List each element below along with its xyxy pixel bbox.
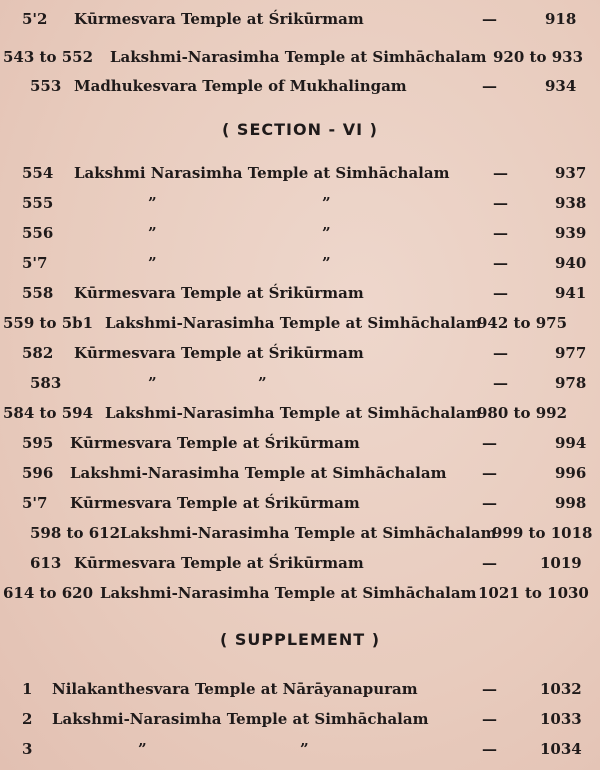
entry-title: Kūrmesvara Temple at Śrikūrmam [70,434,360,452]
toc-row [0,460,600,486]
entry-page: 994 [555,434,587,452]
entry-page: 980 to 992 [477,404,567,422]
entry-number: 583 [30,374,62,392]
entry-page: 977 [555,344,587,362]
entry-number: 584 to 594 [3,404,93,422]
entry-title: Kūrmesvara Temple at Śrikūrmam [74,344,364,362]
entry-number: 5'2 [22,10,48,28]
entry-page: 942 to 975 [477,314,567,332]
entry-page: 999 to 1018 [492,524,593,542]
toc-row [0,736,600,762]
ditto-mark: ” [322,254,331,272]
toc-row [0,160,600,186]
entry-dash: — [482,10,497,28]
entry-title: Lakshmi-Narasimha Temple at Simhāchalam [70,464,447,482]
entry-page: 1034 [540,740,582,758]
entry-number: 556 [22,224,54,242]
entry-page: 941 [555,284,587,302]
entry-number: 5'7 [22,494,48,512]
entry-dash: — [482,494,497,512]
entry-number: 596 [22,464,54,482]
entry-number: 582 [22,344,54,362]
entry-title: Lakshmi-Narasimha Temple at Simhāchalam [105,404,482,422]
entry-page: 934 [545,77,577,95]
toc-row [0,580,600,606]
entry-dash: — [493,194,508,212]
entry-page: 918 [545,10,577,28]
entry-page: 998 [555,494,587,512]
entry-number: 543 to 552 [3,48,93,66]
entry-dash: — [482,434,497,452]
ditto-mark: ” [258,374,267,392]
entry-number: 3 [22,740,33,758]
ditto-mark: ” [148,194,157,212]
section-heading: ( SECTION - VI ) [222,120,378,139]
entry-dash: — [493,284,508,302]
entry-title: Madhukesvara Temple of Mukhalingam [74,77,407,95]
ditto-mark: ” [300,740,309,758]
entry-number: 555 [22,194,54,212]
toc-row [0,520,600,546]
entry-number: 553 [30,77,62,95]
entry-number: 1 [22,680,33,698]
entry-dash: — [482,740,497,758]
entry-number: 614 to 620 [3,584,93,602]
entry-page: 937 [555,164,587,182]
entry-number: 554 [22,164,54,182]
entry-dash: — [482,710,497,728]
toc-row [0,550,600,576]
ditto-mark: ” [322,194,331,212]
entry-number: 2 [22,710,33,728]
entry-title: Lakshmi-Narasimha Temple at Simhāchalam [105,314,482,332]
entry-dash: — [493,344,508,362]
toc-row [0,490,600,516]
toc-row [0,400,600,426]
toc-row [0,6,600,32]
entry-number: 558 [22,284,54,302]
supplement-heading: ( SUPPLEMENT ) [219,630,380,649]
entry-dash: — [482,77,497,95]
entry-page: 1021 to 1030 [478,584,589,602]
entry-title: Lakshmi Narasimha Temple at Simhāchalam [74,164,450,182]
entry-page: 978 [555,374,587,392]
toc-row [0,706,600,732]
entry-dash: — [493,224,508,242]
toc-row [0,310,600,336]
entry-title: Kūrmesvara Temple at Śrikūrmam [70,494,360,512]
toc-row [0,250,600,276]
entry-dash: — [482,464,497,482]
entry-title: Kūrmesvara Temple at Śrikūrmam [74,554,364,572]
entry-page: 1033 [540,710,582,728]
entry-number: 559 to 5b1 [3,314,94,332]
entry-title: Lakshmi-Narasimha Temple at Simhāchalam [100,584,477,602]
entry-dash: — [493,254,508,272]
entry-title: Lakshmi-Narasimha Temple at Simhāchalam [120,524,497,542]
entry-page: 996 [555,464,587,482]
entry-title: Nilakanthesvara Temple at Nārāyanapuram [52,680,418,698]
entry-dash: — [482,554,497,572]
ditto-mark: ” [138,740,147,758]
toc-row [0,370,600,396]
entry-title: Kūrmesvara Temple at Śrikūrmam [74,284,364,302]
entry-number: 5'7 [22,254,48,272]
entry-page: 1019 [540,554,582,572]
entry-title: Kūrmesvara Temple at Śrikūrmam [74,10,364,28]
ditto-mark: ” [148,254,157,272]
entry-dash: — [493,164,508,182]
toc-row [0,73,600,99]
ditto-mark: ” [322,224,331,242]
ditto-mark: ” [148,374,157,392]
entry-number: 598 to 612 [30,524,120,542]
entry-page: 920 to 933 [493,48,583,66]
toc-row [0,676,600,702]
toc-row [0,190,600,216]
toc-row [0,340,600,366]
entry-dash: — [482,680,497,698]
entry-page: 940 [555,254,587,272]
toc-row [0,430,600,456]
ditto-mark: ” [148,224,157,242]
entry-number: 595 [22,434,54,452]
entry-page: 939 [555,224,587,242]
toc-row [0,220,600,246]
entry-title: Lakshmi-Narasimha Temple at Simhāchalam [110,48,487,66]
entry-title: Lakshmi-Narasimha Temple at Simhāchalam [52,710,429,728]
entry-number: 613 [30,554,62,572]
entry-page: 938 [555,194,587,212]
toc-row [0,280,600,306]
entry-dash: — [493,374,508,392]
entry-page: 1032 [540,680,582,698]
toc-row [0,44,600,70]
